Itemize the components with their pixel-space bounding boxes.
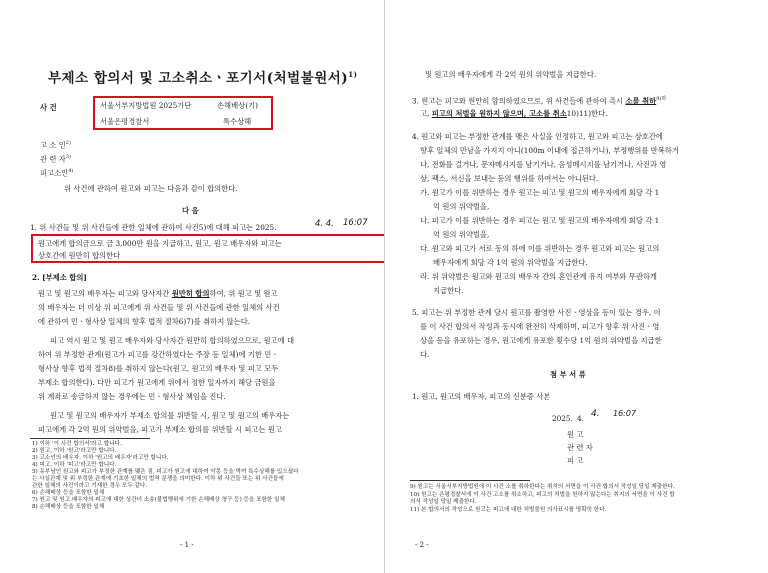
case-type-criminal: 특수상해	[223, 117, 252, 126]
section4-line2: 향후 일체의 만남을 가지지 아니(100m 이내에 접근하거나), 부정행위를 반복하거	[420, 146, 679, 155]
footnote-5-cont2: 관한 일체의 사건이라고 기재한 경우 모두 같다.	[32, 483, 148, 489]
sign-accused: 피 고	[567, 456, 584, 465]
section2-p3-line1: 원고 및 원고의 배우자가 부제소 합의를 위반할 시, 원고 및 원고의 배우자는	[50, 411, 290, 420]
sign-related: 관 련 자	[567, 443, 593, 452]
section5-line1: 5. 피고는 위 부정한 관계 당시 원고를 촬영한 사진ㆍ영상을 등이 있는 경우, 이	[412, 308, 661, 317]
sign-plaintiff: 원 고	[567, 430, 584, 439]
page-number-1: - 1 -	[180, 541, 194, 549]
section4-line1: 4. 원고와 피고는 부정한 관계를 맺은 사실을 인정하고, 원고와 피고는 상호간에	[412, 132, 663, 141]
date-year: 2025.	[552, 414, 573, 423]
attachment-item-1: 1. 원고, 원고의 배우자, 피고의 신분증 사본	[412, 392, 551, 401]
section3-line2: 고, 피고의 처벌을 원하지 않으며, 고소를 취소10)11)한다.	[420, 109, 608, 118]
handwritten-date: 4. 4.	[315, 219, 334, 229]
case-police: 서울은평경찰서	[100, 117, 150, 126]
footnote-4: 4) 피고, 이하 '피고'라고만 합니다.	[32, 462, 117, 468]
party-accused: 피고소인$^{4)}$	[40, 168, 74, 178]
party-plaintiff: 고 소 인$^{2)}$	[40, 140, 71, 150]
section2-p2-line4: 부제소 합의한다). 다만 피고가 원고에게 위에서 정한 일자까지 해당 금원을	[38, 378, 276, 387]
section4-line4: 상, 팩스, 서신을 보내는 등의 행위를 하여서는 아니된다.	[420, 174, 599, 183]
footnote-6: 6) 손해배상 등을 포함한 일체	[32, 490, 105, 496]
section4-ra-line1: 라. 위 위약벌은 원고와 원고의 배우자 간의 혼인관계 유지 여부와 무관하게	[420, 272, 657, 281]
handwritten-time: 16:07	[343, 218, 368, 228]
section2-heading: 2. [부제소 합의]	[32, 273, 87, 282]
case-label: 사 건	[40, 103, 57, 112]
footnote-5-cont1: 는 사실관계 및 위 부정한 관계에 기초한 일체의 법적 분쟁을 의미한다. 이하 위 사건들 또는 위 사건들에	[32, 476, 284, 482]
footnote-rule	[30, 438, 150, 439]
section2-p2-line3: 형사상 향후 법적 절차8)를 취하지 않는다(원고, 원고의 배우자 및 피고 모두	[38, 364, 279, 373]
section4-ga-line1: 가. 원고가 이를 위반하는 경우 원고는 피고 및 원고의 배우자에게 회당 각 1	[420, 188, 660, 197]
section4-na-line1: 나. 피고가 이를 위반하는 경우 피고는 원고 및 원고의 배우자에게 회당 각 1	[420, 216, 660, 225]
section2-p1-line2: 의 배우자는 더 이상 위 피고에게 위 사건들 및 위 사건들에 관한 일체의 사건	[38, 303, 280, 312]
highlight-box-case	[93, 96, 273, 130]
handwritten-time-2: 16:07	[613, 409, 637, 418]
footnote-1: 1) 이하 '이 사건 합의서'라고 합니다.	[32, 441, 122, 447]
attachments-heading: 첨 부 서 류	[550, 370, 586, 379]
footnote-10: 10) 원고는 은평경찰서에 이 사건 고소를 취소하고, 피고의 처벌을 원하지 않는다는 취지의 서면을 이 사건 합	[410, 492, 675, 498]
section5-line3: 상을 등을 유포하는 경우, 원고에게 유포한 횟수당 1억 원의 위약벌을 지급한	[420, 336, 662, 345]
footnote-11: 11) 본 합의서의 작성으로 원고는 피고에 대한 처벌불원 의사표시를 명확히 한다.	[410, 507, 607, 513]
section5-line2: 를 이 사건 합의서 작성과 동시에 완전히 삭제하며, 피고가 향후 위 사진ㆍ영	[420, 322, 660, 331]
footnote-3: 3) 고소인의 배우자. 이하 '원고의 배우자'라고만 합니다.	[32, 455, 169, 461]
section4-da-line2: 배우자에게 회당 각 1억 원의 위약벌을 지급한다.	[433, 258, 588, 267]
footnote-10-cont: 의서 작성일 당일 제출한다.	[410, 499, 477, 505]
section2-p2-line5: 위 계좌로 송금하지 않는 경우에는 민ㆍ형사상 책임을 진다.	[38, 392, 226, 401]
party-related: 관 련 자$^{3)}$	[40, 154, 71, 164]
section4-ga-line2: 억 원의 위약벌을,	[433, 202, 490, 211]
footnote-2: 2) 원고, 이하 '원고'라고만 합니다.	[32, 448, 117, 454]
document-page-2	[385, 0, 768, 573]
section2-p2-line1: 피고 역시 원고 및 원고 배우자와 당사자간 원만히 합의하였으므로, 원고에 대	[50, 336, 295, 345]
section2-p1-line1: 원고 및 원고의 배우자는 피고와 당사자간 원만히 합의하여, 위 원고 및 원고	[38, 289, 278, 298]
footnote-8: 8) 손해배상 등을 포함한 일체	[32, 504, 105, 510]
p2-top-line: 및 원고의 배우자에게 각 2억 원의 위약벌을 지급한다.	[425, 70, 597, 79]
footnote-7: 7) 원고 및 원고 배우자의 피고에 대한 상간녀 소송(불법행위에 기한 손해배상 청구 등) 등을 포함한 일체	[32, 497, 285, 503]
case-court: 서울서부지방법원 2025가단	[100, 101, 192, 110]
section4-da-line1: 다. 원고와 피고가 서로 동의 하에 이를 위반하는 경우 원고와 피고는 원고의	[420, 244, 660, 253]
section2-p1-line3: 에 관하여 민ㆍ형사상 일체의 향후 법적 절차6)7)를 취하지 않는다.	[38, 317, 251, 326]
section2-p2-line2: 하여 위 부정한 관계(원고가 피고를 강간하였다는 주장 등 일체)에 기한 민ㆍ	[38, 350, 279, 359]
page-number-2: - 2 -	[415, 541, 429, 549]
section2-p3-line2: 피고에게 각 2억 원의 위약벌을, 피고가 부제소 합의를 위반할 시 피고는 원고	[38, 425, 282, 434]
section1-line1: 1. 위 사건들 및 위 사건들에 관한 일체에 관하여 사건5)에 대해 피고는 2025.	[30, 223, 277, 232]
footnote-rule-2	[410, 480, 530, 481]
section5-line4: 다.	[420, 350, 430, 359]
footnote-9: 9) 원고는 서울서부지방법원에 이 사건 소를 취하한다는 취지의 서면을 이 사건 합의서 작성일 당일 제출한다.	[410, 484, 675, 490]
heading-next: 다 음	[182, 206, 199, 215]
footnote-5: 5) 유부남인 원고와 피고가 부정한 관계를 맺은 점, 피고가 원고에 대하여 악몽 등을 먹여 특수상해를 입으셨다	[32, 469, 299, 475]
page-title: 부제소 합의서 및 고소취소ㆍ포기서(처벌불원서)$^{1)}$	[48, 70, 358, 87]
section1-line3: 상호간에 원만히 합의한다	[38, 251, 121, 260]
section4-line3: 나, 전화를 걸거나, 문자메시지를 남기거나, 음성메시지를 남기거나, 사진과 영	[420, 160, 667, 169]
case-type-civil: 손해배상(기)	[217, 101, 258, 110]
section3-line1: 3. 원고는 피고와 원만히 합의하였으므로, 위 사건들에 관하여 즉시 소를 취하$^{9)하}$	[412, 96, 667, 106]
section4-na-line2: 억 원의 위약벌을,	[433, 230, 490, 239]
highlight-box-settlement	[31, 234, 384, 263]
section4-ra-line2: 지급한다.	[433, 286, 464, 295]
handwritten-day: 4.	[591, 409, 600, 419]
date-month: 4.	[577, 414, 584, 423]
section1-line2: 원고에게 합의금으로 금 3,000만 원을 지급하고, 원고, 원고 배우자와 피고는	[38, 239, 282, 248]
intro-text: 위 사건에 관하여 원고와 피고는 다음과 같이 합의한다.	[64, 184, 238, 193]
